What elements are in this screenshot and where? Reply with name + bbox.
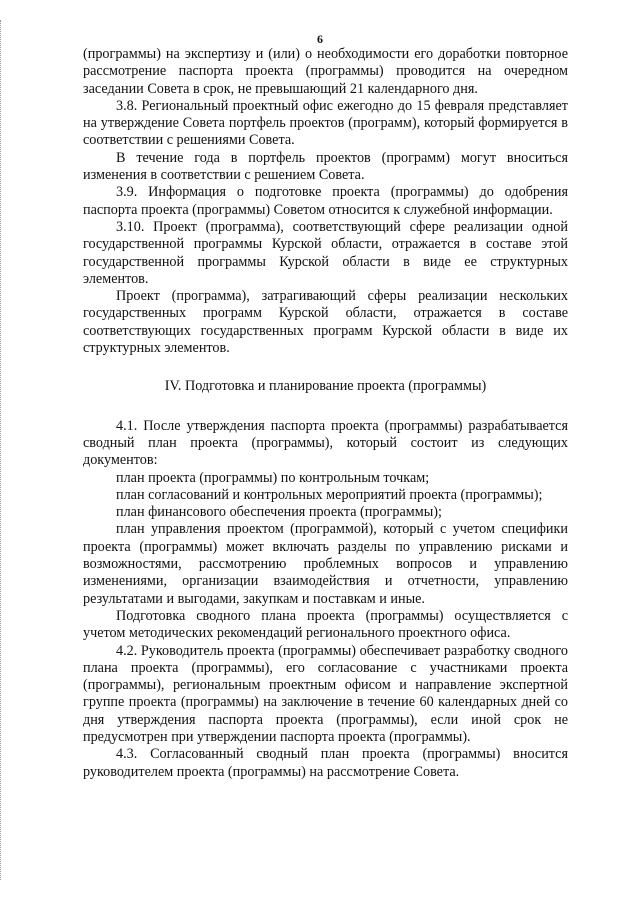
list-item-management-plan: план управления проектом (программой), который с учетом специфики проекта (программы) может включать разделы по управлению рисками и возможностями, рассмотрению проблемных вопросов и управлению изменениями, организации взаимодействия и отчетности, управлению результатами и выгодами, закупкам и поставкам и иные.: [83, 521, 568, 607]
paragraph-plan-preparation: Подготовка сводного плана проекта (программы) осуществляется с учетом методических рекомендаций регионального проектного офиса.: [83, 607, 568, 642]
paragraph-3-8: 3.8. Региональный проектный офис ежегодно до 15 февраля представляет на утверждение Совета портфель проектов (программ), который формируется в соответствии с решениями Совета.: [83, 97, 568, 149]
paragraph-portfolio-changes: В течение года в портфель проектов (программ) могут вноситься изменения в соответствии с решением Совета.: [83, 149, 568, 184]
paragraph-4-2: 4.2. Руководитель проекта (программы) обеспечивает разработку сводного плана проекта (программы), его согласование с участниками проекта (программы), региональным проектным офисом и направление экспертной группе проекта (программы) на заключение в течение 60 календарных дней со дня утверждения паспорта проекта (программы), если иной срок не предусмотрен при утверждении паспорта проекта (программы).: [83, 642, 568, 745]
scan-edge-marks: [0, 20, 4, 880]
list-item-approvals-plan: план согласований и контрольных мероприятий проекта (программы);: [116, 486, 543, 503]
paragraph-4-1: 4.1. После утверждения паспорта проекта (программы) разрабатывается сводный план проекта (программы), который состоит из следующих документов:: [83, 417, 568, 469]
list-item-financial-plan: план финансового обеспечения проекта (программы);: [116, 504, 442, 521]
paragraph-continuation: (программы) на экспертизу и (или) о необходимости его доработки повторное рассмотрение паспорта проекта (программы) проводится на очередном заседании Совета в срок, не превышающий 21 календарного дня.: [83, 46, 568, 97]
document-body: [83, 46, 568, 781]
paragraph-3-10: 3.10. Проект (программа), соответствующий сфере реализации одной государственной программы Курской области, отражается в составе этой государственной программы Курской области в виде ее структурных элементов.: [83, 218, 568, 287]
list-item-control-points: план проекта (программы) по контрольным точкам;: [116, 469, 430, 486]
paragraph-4-3: 4.3. Согласованный сводный план проекта (программы) вносится руководителем проекта (программы) на рассмотрение Совета.: [83, 746, 568, 780]
paragraph-multiple-programs: Проект (программа), затрагивающий сферы реализации нескольких государственных программ Курской области, отражается в составе соответствующих государственных программ Курской области в виде их структурных элементов.: [83, 288, 568, 357]
page-number: 6: [317, 32, 323, 46]
section-heading: IV. Подготовка и планирование проекта (программы): [164, 378, 487, 395]
paragraph-3-9: 3.9. Информация о подготовке проекта (программы) до одобрения паспорта проекта (программы) Советом относится к служебной информации.: [83, 184, 568, 218]
